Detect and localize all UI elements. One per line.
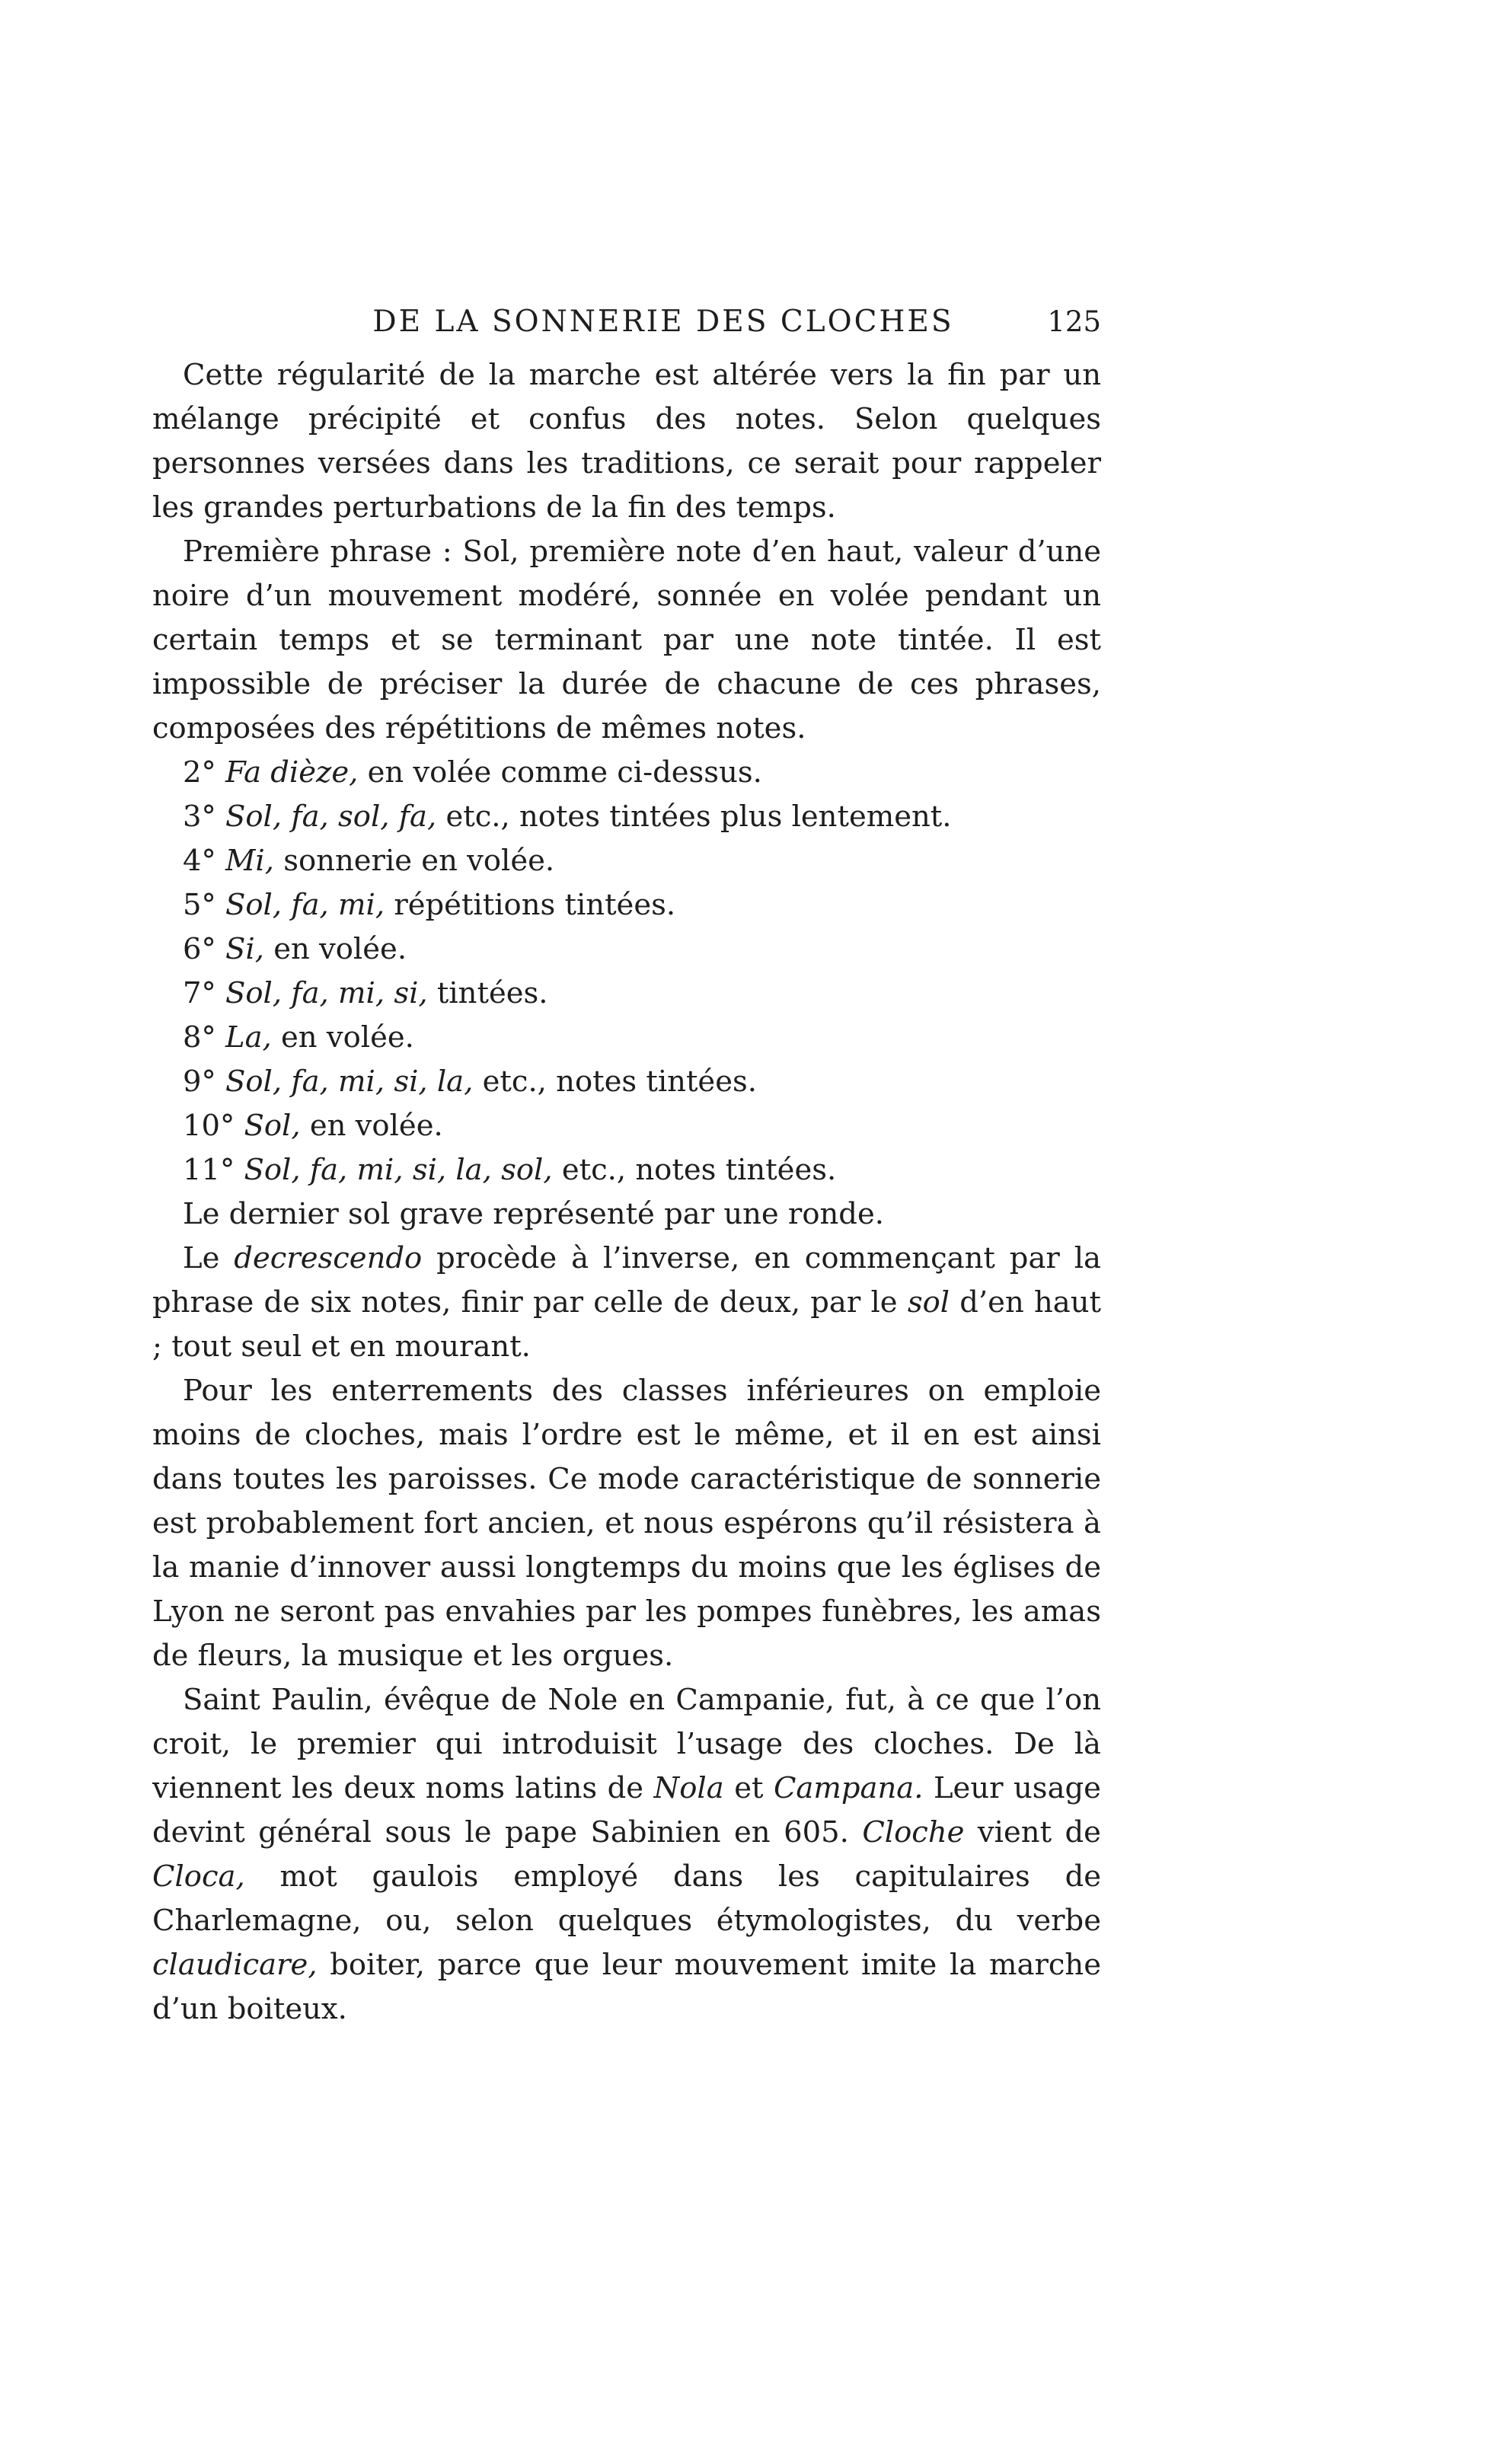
text-run: d’en haut ; tout seul et en mourant. — [152, 1285, 1101, 1364]
italic-term: Campana. — [773, 1771, 924, 1805]
italic-term: claudicare, — [152, 1948, 318, 1982]
item-notes: Si, — [225, 932, 264, 966]
item-text: tintées. — [436, 976, 548, 1010]
page-number: 125 — [1047, 305, 1101, 338]
text-run: et — [734, 1771, 764, 1805]
italic-term: Cloca, — [152, 1859, 245, 1894]
item-notes: Sol, fa, sol, fa, — [225, 800, 437, 834]
item-notes: Mi, — [225, 844, 274, 878]
item-notes: Sol, — [244, 1109, 301, 1143]
item-number: 7° — [183, 976, 216, 1010]
list-item — [152, 1104, 1101, 1148]
item-number: 11° — [183, 1153, 235, 1187]
item-text: répétitions tintées. — [394, 888, 676, 922]
closing-line: Le dernier sol grave représenté par une ronde. — [183, 1197, 884, 1231]
italic-term: decrescendo — [234, 1241, 423, 1275]
item-number: 4° — [183, 844, 216, 878]
running-title: DE LA SONNERIE DES CLOCHES — [372, 305, 954, 339]
text-run: mot gaulois employé dans les capitulaires de Charlemagne, ou, selon quelques étymologistes, du verbe — [152, 1859, 1101, 1938]
item-notes: Sol, fa, mi, — [225, 888, 385, 922]
text-run: boiter, parce que leur mouvement imite la marche d’un boiteux. — [152, 1948, 1101, 2026]
text-run: Leur usage devint général sous le pape Sabinien en 605. — [152, 1771, 1101, 1850]
item-notes: La, — [225, 1020, 272, 1055]
item-text: etc., notes tintées plus lentement. — [445, 800, 952, 834]
item-number: 8° — [183, 1020, 216, 1055]
item-number: 2° — [183, 755, 216, 790]
list-item — [152, 883, 1101, 927]
item-text: etc., notes tintées. — [482, 1064, 757, 1099]
item-text: etc., notes tintées. — [561, 1153, 837, 1187]
item-notes: Sol, fa, mi, si, la, — [225, 1064, 474, 1099]
italic-term: Cloche — [862, 1815, 965, 1850]
item-text: en volée. — [309, 1109, 443, 1143]
paragraph-5 — [152, 1678, 1101, 2032]
item-text: en volée. — [281, 1020, 414, 1055]
list-item — [152, 839, 1101, 883]
item-number: 6° — [183, 932, 216, 966]
text-run: Le — [183, 1241, 220, 1275]
body-text — [152, 353, 1101, 2032]
item-text: sonnerie en volée. — [283, 844, 555, 878]
list-item — [152, 751, 1101, 795]
list-item — [152, 1148, 1101, 1192]
list-item — [152, 1016, 1101, 1060]
italic-term: sol — [907, 1285, 950, 1320]
paragraph-3 — [152, 1237, 1101, 1369]
item-notes: Fa dièze, — [225, 755, 359, 790]
running-head — [180, 299, 1101, 345]
paragraph-2: Première phrase : Sol, première note d’en haut, valeur d’une noire d’un mouvement modéré, sonnée en volée pendant un certain temps et se terminant par une note tintée. Il est impossible de préciser la durée de chacune de ces phrases, composées des répétitions de mêmes notes. — [152, 535, 1101, 745]
list-item — [152, 795, 1101, 839]
paragraph-1: Cette régularité de la marche est altérée vers la fin par un mélange précipité et confus des notes. Selon quelques personnes versées dans les traditions, ce serait pour rappeler les grandes perturbations de la fin des temps. — [152, 358, 1101, 525]
item-number: 9° — [183, 1064, 216, 1099]
item-notes: Sol, fa, mi, si, — [225, 976, 428, 1010]
item-notes: Sol, fa, mi, si, la, sol, — [244, 1153, 553, 1187]
paragraph-4: Pour les enterrements des classes inférieures on emploie moins de cloches, mais l’ordre est le même, et il en est ainsi dans toutes les paroisses. Ce mode caractéristique de sonnerie est probablement fort ancien, et nous espérons qu’il résistera à la manie d’innover aussi longtemps du moins que les églises de Lyon ne seront pas envahies par les pompes funèbres, les amas de fleurs, la musique et les orgues. — [152, 1374, 1101, 1673]
item-number: 3° — [183, 800, 216, 834]
item-text: en volée. — [273, 932, 407, 966]
list-item — [152, 972, 1101, 1016]
italic-term: Nola — [653, 1771, 724, 1805]
text-run: Saint Paulin, évêque de Nole en Campanie, fut, à ce que l’on croit, le premier qui introduisit l’usage des cloches. De là viennent les deux noms latins de — [152, 1683, 1101, 1805]
text-run: procède à l’inverse, en commençant par la phrase de six notes, finir par celle de deux, par le — [152, 1241, 1101, 1320]
item-number: 5° — [183, 888, 216, 922]
list-item — [152, 1060, 1101, 1104]
item-text: en volée comme ci-dessus. — [367, 755, 762, 790]
list-item — [152, 927, 1101, 972]
text-run: vient de — [977, 1815, 1101, 1850]
item-number: 10° — [183, 1109, 235, 1143]
